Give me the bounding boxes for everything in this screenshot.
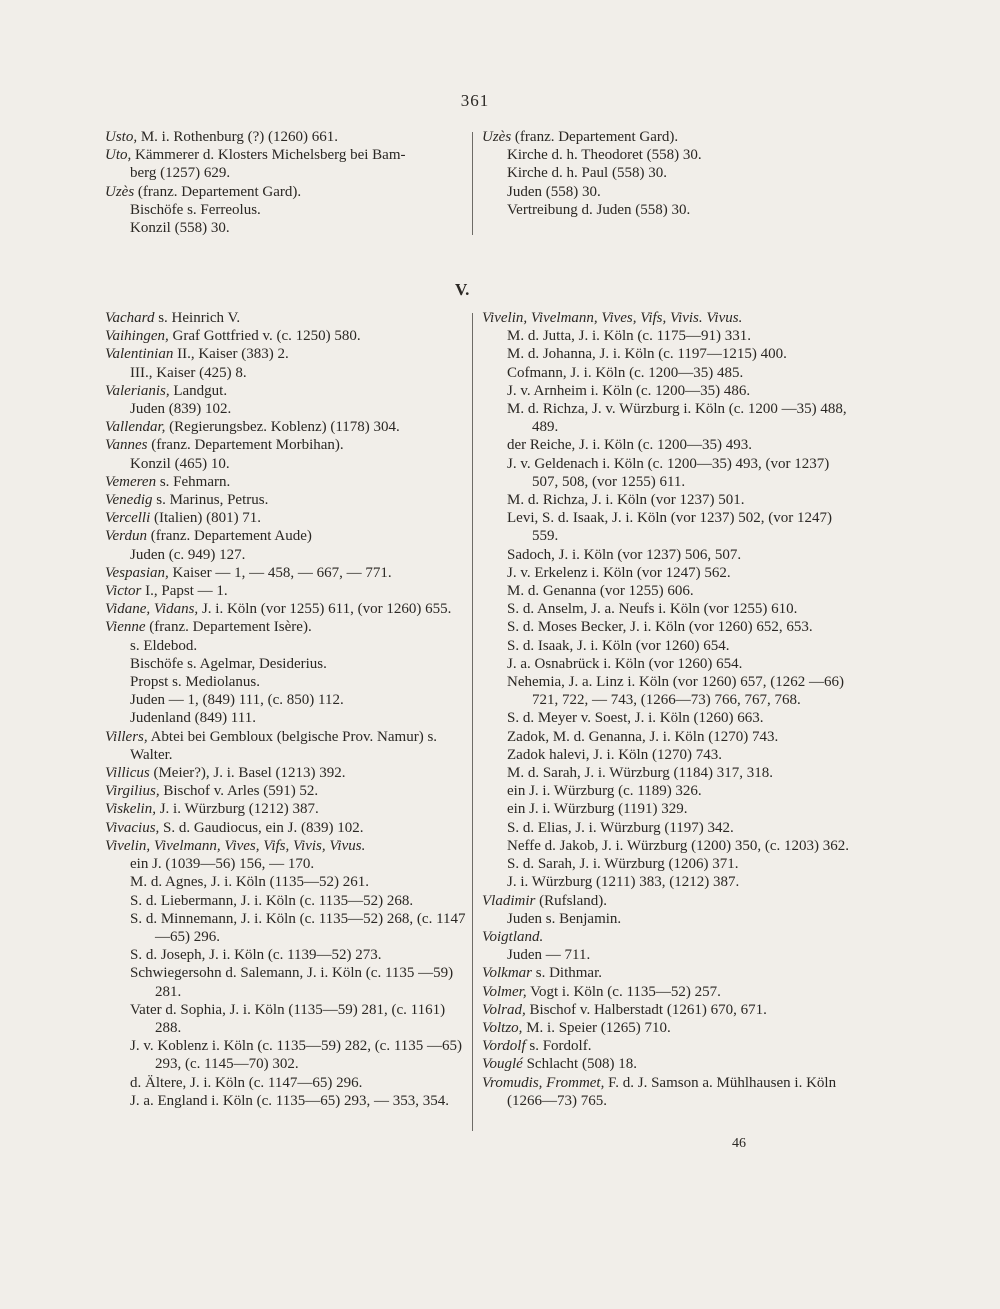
index-text: Landgut. bbox=[169, 382, 228, 399]
index-headword: Vercelli bbox=[105, 510, 151, 527]
index-headword: Voigtland. bbox=[482, 928, 544, 945]
index-subentry bbox=[482, 201, 862, 219]
index-text: Propst s. Mediolanus. bbox=[130, 674, 261, 691]
index-headword: Vienne bbox=[105, 619, 146, 636]
index-subentry bbox=[482, 582, 852, 600]
index-subentry bbox=[482, 400, 852, 436]
index-headword: Valentinian bbox=[105, 346, 174, 363]
index-entry bbox=[482, 1055, 852, 1073]
index-text: (franz. Departement Morbihan). bbox=[147, 437, 344, 454]
index-entry bbox=[105, 128, 467, 146]
column-divider-top bbox=[472, 132, 473, 235]
index-headword: Vespasian, bbox=[105, 564, 169, 581]
index-entry bbox=[105, 345, 467, 363]
index-entry bbox=[482, 1074, 852, 1110]
index-headword: Uzès bbox=[482, 129, 512, 145]
index-subentry bbox=[482, 709, 852, 727]
index-headword: Villers, bbox=[105, 728, 148, 745]
index-entry bbox=[105, 509, 467, 527]
index-text: (Italien) (801) 71. bbox=[150, 510, 262, 527]
index-entry bbox=[482, 983, 852, 1001]
index-headword: Vachard bbox=[105, 310, 155, 326]
index-subentry bbox=[105, 1001, 467, 1037]
index-subentry bbox=[105, 892, 467, 910]
index-subentry bbox=[105, 364, 467, 382]
index-subentry bbox=[105, 546, 467, 564]
index-subentry bbox=[482, 673, 852, 709]
index-entry bbox=[105, 418, 467, 436]
index-headword: Uzès bbox=[105, 183, 135, 200]
index-text: Schwiegersohn d. Salemann, J. i. Köln (c. 1135 —59) 281. bbox=[130, 965, 454, 1000]
index-entry bbox=[105, 728, 467, 764]
index-text: s. Dithmar. bbox=[532, 965, 602, 982]
index-text: S. d. Elias, J. i. Würzburg (1197) 342. bbox=[507, 819, 734, 836]
index-text: J. i. Würzburg (1212) 387. bbox=[155, 801, 319, 818]
index-column-main-left bbox=[105, 309, 467, 1110]
index-text: Bischof v. Arles (591) 52. bbox=[159, 783, 319, 800]
index-text: s. Heinrich V. bbox=[154, 310, 241, 326]
index-text: d. Ältere, J. i. Köln (c. 1147—65) 296. bbox=[130, 1074, 363, 1091]
index-subentry bbox=[482, 600, 852, 618]
index-subentry bbox=[482, 509, 852, 545]
printer-signature: 46 bbox=[732, 1136, 746, 1151]
index-subentry bbox=[105, 873, 467, 891]
index-text: Zadok, M. d. Genanna, J. i. Köln (1270) 743. bbox=[507, 728, 779, 745]
index-headword: Vivacius, bbox=[105, 819, 160, 836]
index-headword: Viskelin, bbox=[105, 801, 156, 818]
index-subentry bbox=[105, 691, 467, 709]
index-text: (franz. Departement Gard). bbox=[511, 129, 679, 145]
index-subentry bbox=[482, 782, 852, 800]
index-subentry bbox=[482, 146, 862, 164]
index-text: J. a. England i. Köln (c. 1135—65) 293, — 353, 354. bbox=[130, 1092, 449, 1109]
index-text: Kirche d. h. Paul (558) 30. bbox=[507, 165, 667, 182]
index-subentry bbox=[105, 1037, 467, 1073]
index-headword: Vannes bbox=[105, 437, 148, 454]
index-subentry bbox=[482, 364, 852, 382]
index-text: M. d. Sarah, J. i. Würzburg (1184) 317, 318. bbox=[507, 765, 773, 782]
index-text: Vertreibung d. Juden (558) 30. bbox=[507, 201, 691, 218]
index-headword: Vidane, Vidans, bbox=[105, 601, 199, 618]
index-text: Cofmann, J. i. Köln (c. 1200—35) 485. bbox=[507, 364, 744, 381]
index-text: Abtei bei Gembloux (belgische Prov. Namur) s. Walter. bbox=[130, 728, 438, 763]
index-text: II., Kaiser (383) 2. bbox=[173, 346, 289, 363]
index-subentry bbox=[482, 491, 852, 509]
index-text: ein J. i. Würzburg (1191) 329. bbox=[507, 801, 688, 818]
index-entry bbox=[105, 618, 467, 636]
index-entry bbox=[105, 782, 467, 800]
index-subentry bbox=[105, 855, 467, 873]
index-headword: Volrad, bbox=[482, 1001, 526, 1018]
index-text: Juden — 1, (849) 111, (c. 850) 112. bbox=[130, 692, 344, 709]
index-text: S. d. Gaudiocus, ein J. (839) 102. bbox=[159, 819, 364, 836]
index-text: J. v. Erkelenz i. Köln (vor 1247) 562. bbox=[507, 564, 731, 581]
index-text: s. Fehmarn. bbox=[156, 473, 231, 490]
index-text: Juden (839) 102. bbox=[130, 401, 232, 418]
index-subentry bbox=[105, 964, 467, 1000]
index-text: Juden (558) 30. bbox=[507, 183, 601, 200]
index-headword: Vallendar, bbox=[105, 419, 166, 436]
column-divider-main bbox=[472, 313, 473, 1131]
index-subentry bbox=[105, 1074, 467, 1092]
index-headword: Vordolf bbox=[482, 1038, 526, 1055]
index-text: Juden — 711. bbox=[507, 947, 591, 964]
index-entry bbox=[105, 309, 467, 327]
index-text: Zadok halevi, J. i. Köln (1270) 743. bbox=[507, 746, 722, 763]
index-text: Vogt i. Köln (c. 1135—52) 257. bbox=[526, 983, 721, 1000]
index-entry bbox=[482, 892, 852, 910]
page-number: 361 bbox=[460, 91, 490, 110]
index-subentry bbox=[482, 873, 852, 891]
index-headword: Vladimir bbox=[482, 892, 536, 909]
index-subentry bbox=[482, 345, 852, 363]
index-text: Nehemia, J. a. Linz i. Köln (vor 1260) 657, (1262 —66) 721, 722, — 743, (1266—73) 766, 767, 768. bbox=[507, 674, 845, 709]
index-subentry bbox=[482, 946, 852, 964]
index-entry bbox=[105, 473, 467, 491]
index-subentry bbox=[105, 1092, 467, 1110]
index-headword: Voltzo, bbox=[482, 1019, 523, 1036]
index-headword: Vivelin, Vivelmann, Vives, Vifs, Vivis, Vivus. bbox=[105, 837, 366, 854]
index-text: Konzil (465) 10. bbox=[130, 455, 230, 472]
index-text: s. Eldebod. bbox=[130, 637, 198, 654]
index-text: M. d. Richza, J. v. Würzburg i. Köln (c. 1200 —35) 488, 489. bbox=[507, 401, 847, 436]
index-text: M. d. Agnes, J. i. Köln (1135—52) 261. bbox=[130, 874, 370, 891]
index-text: Schlacht (508) 18. bbox=[522, 1056, 637, 1073]
index-entry bbox=[105, 837, 467, 855]
index-text: S. d. Minnemann, J. i. Köln (c. 1135—52) 268, (c. 1147—65) 296. bbox=[130, 910, 466, 945]
index-entry bbox=[105, 327, 467, 345]
index-text: I., Papst — 1. bbox=[141, 583, 228, 600]
index-text: Sadoch, J. i. Köln (vor 1237) 506, 507. bbox=[507, 546, 742, 563]
index-text: M. d. Jutta, J. i. Köln (c. 1175—91) 331. bbox=[507, 328, 752, 345]
index-entry bbox=[482, 1001, 852, 1019]
index-subentry bbox=[482, 837, 852, 855]
index-entry bbox=[482, 928, 852, 946]
index-text: J. v. Koblenz i. Köln (c. 1135—59) 282, (c. 1135 —65) 293, (c. 1145—70) 302. bbox=[130, 1038, 463, 1073]
index-subentry bbox=[105, 164, 467, 182]
index-headword: Villicus bbox=[105, 765, 150, 782]
index-entry bbox=[482, 1037, 852, 1055]
index-text: Bischof v. Halberstadt (1261) 670, 671. bbox=[525, 1001, 767, 1018]
index-subentry bbox=[105, 910, 467, 946]
index-text: Konzil (558) 30. bbox=[130, 220, 230, 237]
index-text: ein J. (1039—56) 156, — 170. bbox=[130, 856, 315, 873]
index-subentry bbox=[482, 546, 852, 564]
index-subentry bbox=[482, 800, 852, 818]
index-text: Vater d. Sophia, J. i. Köln (1135—59) 281, (c. 1161) 288. bbox=[130, 1001, 446, 1036]
index-subentry bbox=[105, 946, 467, 964]
index-text: J. a. Osnabrück i. Köln (vor 1260) 654. bbox=[507, 655, 743, 672]
index-subentry bbox=[105, 637, 467, 655]
index-subentry bbox=[482, 637, 852, 655]
index-subentry bbox=[482, 728, 852, 746]
index-entry bbox=[105, 819, 467, 837]
index-headword: Vromudis, Frommet, bbox=[482, 1074, 605, 1091]
index-headword: Vaihingen, bbox=[105, 328, 169, 345]
index-entry bbox=[105, 382, 467, 400]
index-subentry bbox=[105, 455, 467, 473]
index-text: Kämmerer d. Klosters Michelsberg bei Bam- bbox=[131, 147, 406, 164]
index-entry bbox=[482, 964, 852, 982]
index-entry bbox=[105, 800, 467, 818]
index-headword: Vemeren bbox=[105, 473, 157, 490]
index-headword: Volmer, bbox=[482, 983, 527, 1000]
index-text: F. d. J. Samson a. Mühlhausen i. Köln (1266—73) 765. bbox=[507, 1074, 837, 1109]
index-text: Bischöfe s. Agelmar, Desiderius. bbox=[130, 655, 327, 672]
index-text: M. d. Johanna, J. i. Köln (c. 1197—1215) 400. bbox=[507, 346, 787, 363]
index-text: Graf Gottfried v. (c. 1250) 580. bbox=[168, 328, 361, 345]
index-text: M. i. Speier (1265) 710. bbox=[522, 1019, 671, 1036]
index-subentry bbox=[105, 219, 467, 237]
index-entry bbox=[105, 582, 467, 600]
index-subentry bbox=[105, 673, 467, 691]
index-headword: Victor bbox=[105, 583, 142, 600]
index-text: ein J. i. Würzburg (c. 1189) 326. bbox=[507, 783, 702, 800]
index-text: Judenland (849) 111. bbox=[130, 710, 256, 727]
index-text: S. d. Liebermann, J. i. Köln (c. 1135—52) 268. bbox=[130, 892, 414, 909]
index-entry bbox=[105, 491, 467, 509]
index-subentry bbox=[482, 618, 852, 636]
index-text: M. d. Richza, J. i. Köln (vor 1237) 501. bbox=[507, 492, 745, 509]
index-subentry bbox=[482, 764, 852, 782]
index-subentry bbox=[105, 201, 467, 219]
index-subentry bbox=[105, 400, 467, 418]
index-entry bbox=[482, 309, 852, 327]
index-text: III., Kaiser (425) 8. bbox=[130, 364, 247, 381]
index-text: s. Marinus, Petrus. bbox=[152, 492, 269, 509]
index-subentry bbox=[482, 564, 852, 582]
index-text: J. i. Würzburg (1211) 383, (1212) 387. bbox=[507, 874, 740, 891]
index-text: berg (1257) 629. bbox=[130, 165, 231, 182]
index-headword: Valerianis, bbox=[105, 382, 170, 399]
index-subentry bbox=[482, 655, 852, 673]
index-subentry bbox=[482, 382, 852, 400]
index-text: s. Fordolf. bbox=[525, 1038, 592, 1055]
index-headword: Vouglé bbox=[482, 1056, 523, 1073]
section-heading: V. bbox=[455, 280, 470, 299]
index-text: M. d. Genanna (vor 1255) 606. bbox=[507, 583, 694, 600]
index-text: J. v. Geldenach i. Köln (c. 1200—35) 493, (vor 1237) 507, 508, (vor 1255) 611. bbox=[507, 455, 830, 490]
index-subentry bbox=[482, 910, 852, 928]
index-entry bbox=[105, 564, 467, 582]
index-text: Juden s. Benjamin. bbox=[507, 910, 622, 927]
index-text: (Meier?), J. i. Basel (1213) 392. bbox=[149, 765, 346, 782]
index-text: (franz. Departement Gard). bbox=[134, 183, 302, 200]
index-entry bbox=[105, 527, 467, 545]
index-text: S. d. Moses Becker, J. i. Köln (vor 1260) 652, 653. bbox=[507, 619, 813, 636]
index-text: S. d. Isaak, J. i. Köln (vor 1260) 654. bbox=[507, 637, 730, 654]
index-subentry bbox=[482, 819, 852, 837]
index-text: J. v. Arnheim i. Köln (c. 1200—35) 486. bbox=[507, 382, 751, 399]
index-text: (Rufsland). bbox=[535, 892, 607, 909]
index-text: (franz. Departement Isère). bbox=[145, 619, 312, 636]
index-headword: Verdun bbox=[105, 528, 147, 545]
index-entry bbox=[105, 146, 467, 164]
index-entry bbox=[482, 128, 862, 146]
index-column-main-right bbox=[482, 309, 852, 1110]
index-text: Kaiser — 1, — 458, — 667, — 771. bbox=[168, 564, 392, 581]
index-text: S. d. Meyer v. Soest, J. i. Köln (1260) 663. bbox=[507, 710, 764, 727]
index-entry bbox=[105, 183, 467, 201]
index-headword: Volkmar bbox=[482, 965, 532, 982]
index-entry bbox=[105, 764, 467, 782]
index-text: Juden (c. 949) 127. bbox=[130, 546, 246, 563]
index-text: Levi, S. d. Isaak, J. i. Köln (vor 1237) 502, (vor 1247) 559. bbox=[507, 510, 832, 545]
index-text: J. i. Köln (vor 1255) 611, (vor 1260) 655. bbox=[198, 601, 452, 618]
index-subentry bbox=[482, 327, 852, 345]
index-column-top-left bbox=[105, 128, 467, 237]
index-column-top-right bbox=[482, 128, 862, 219]
index-text: M. i. Rothenburg (?) (1260) 661. bbox=[137, 129, 339, 145]
index-headword: Uto, bbox=[105, 147, 132, 164]
index-text: (franz. Departement Aude) bbox=[146, 528, 312, 545]
index-text: der Reiche, J. i. Köln (c. 1200—35) 493. bbox=[507, 437, 752, 454]
index-subentry bbox=[105, 709, 467, 727]
index-text: S. d. Anselm, J. a. Neufs i. Köln (vor 1255) 610. bbox=[507, 601, 798, 618]
index-subentry bbox=[482, 746, 852, 764]
index-text: S. d. Joseph, J. i. Köln (c. 1139—52) 273. bbox=[130, 947, 382, 964]
index-subentry bbox=[482, 855, 852, 873]
index-headword: Vivelin, Vivelmann, Vives, Vifs, Vivis. Vivus. bbox=[482, 310, 743, 326]
index-headword: Usto, bbox=[105, 129, 138, 145]
index-subentry bbox=[105, 655, 467, 673]
index-entry bbox=[105, 436, 467, 454]
index-text: S. d. Sarah, J. i. Würzburg (1206) 371. bbox=[507, 856, 739, 873]
index-entry bbox=[105, 600, 467, 618]
index-headword: Virgilius, bbox=[105, 783, 160, 800]
index-headword: Venedig bbox=[105, 492, 153, 509]
index-subentry bbox=[482, 164, 862, 182]
index-subentry bbox=[482, 183, 862, 201]
index-subentry bbox=[482, 455, 852, 491]
index-text: Bischöfe s. Ferreolus. bbox=[130, 201, 261, 218]
index-entry bbox=[482, 1019, 852, 1037]
index-text: Neffe d. Jakob, J. i. Würzburg (1200) 350, (c. 1203) 362. bbox=[507, 837, 850, 854]
index-text: (Regierungsbez. Koblenz) (1178) 304. bbox=[165, 419, 400, 436]
index-subentry bbox=[482, 436, 852, 454]
index-text: Kirche d. h. Theodoret (558) 30. bbox=[507, 147, 702, 164]
